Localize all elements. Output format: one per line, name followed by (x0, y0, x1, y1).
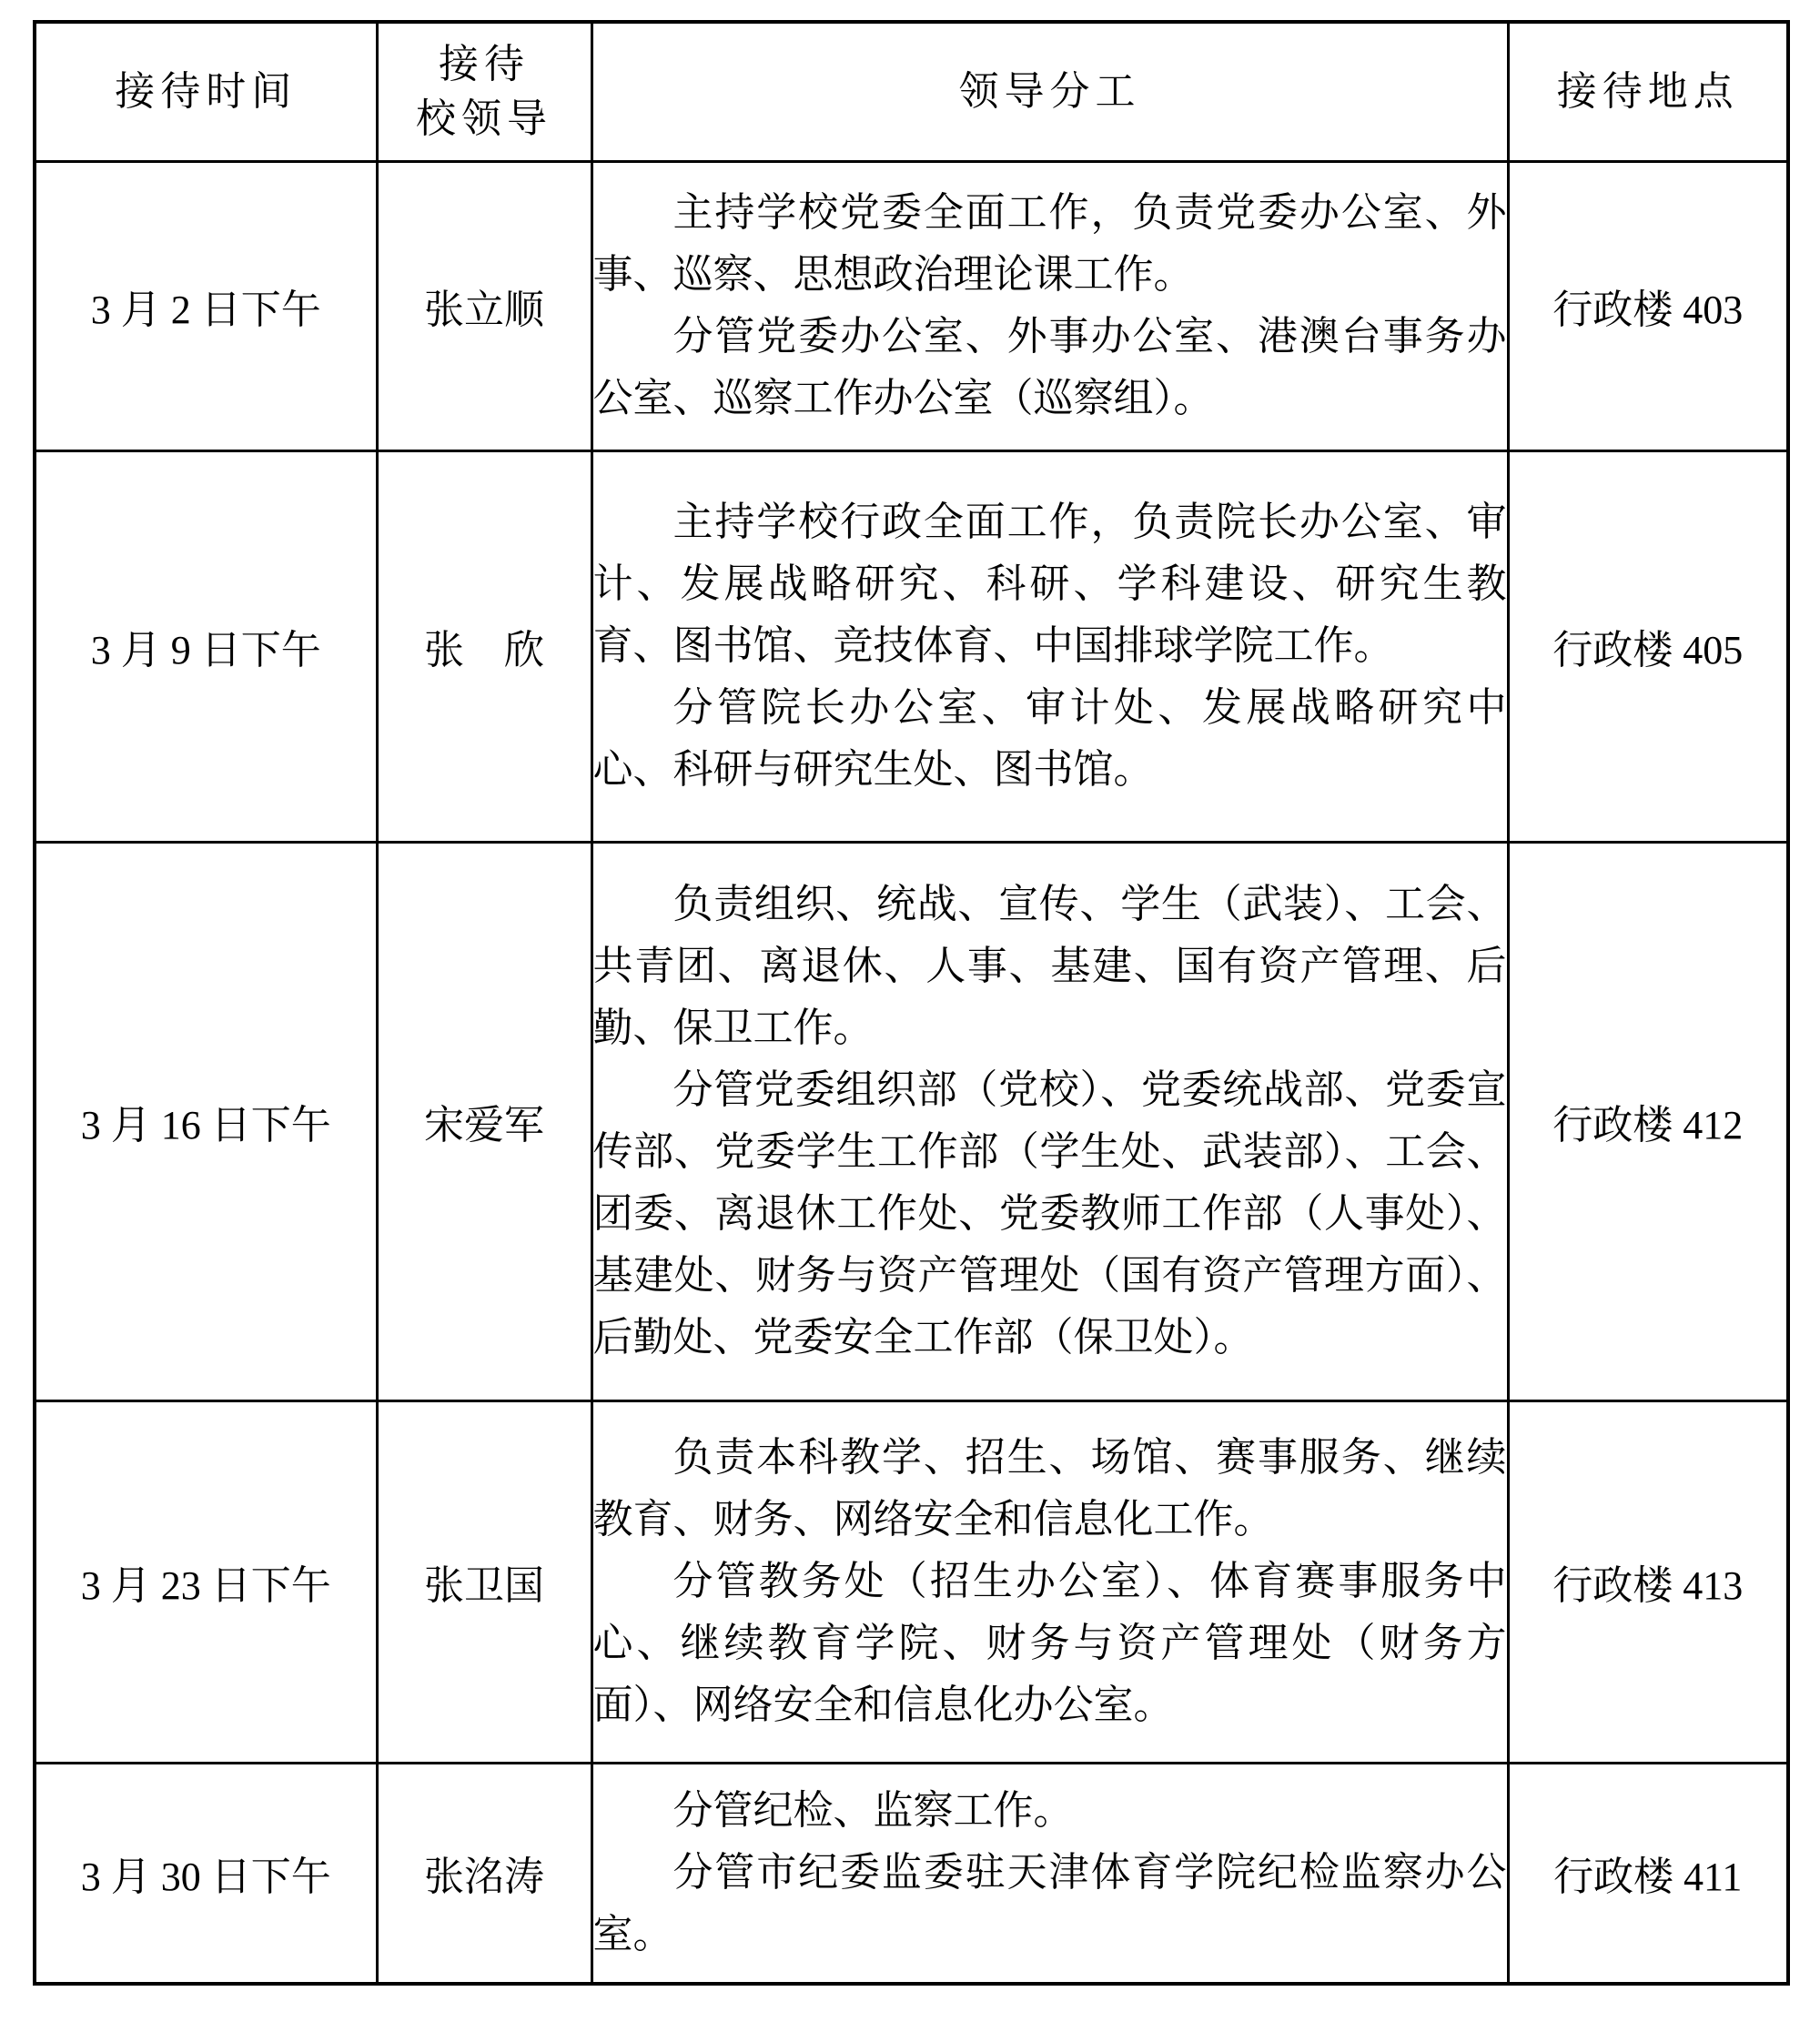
duty-paragraph-1: 负责组织、统战、宣传、学生（武装）、工会、共青团、离退休、人事、基建、国有资产管理、后勤、保卫工作。 (592, 882, 1507, 1050)
header-cell-time (35, 22, 377, 161)
table-row (35, 1763, 1788, 1984)
reception-schedule-table (33, 20, 1790, 1986)
duty-paragraph-1: 分管纪检、监察工作。 (672, 1788, 1074, 1834)
location-cell: 行政楼 412 (1508, 842, 1788, 1400)
header-time-label: 接待时间 (115, 68, 298, 114)
header-cell-duty (592, 22, 1508, 161)
header-cell-location (1508, 22, 1788, 161)
time-cell: 3 月 9 日下午 (35, 450, 377, 842)
header-cell-leader (377, 22, 592, 161)
duty-cell (592, 1400, 1508, 1763)
duty-paragraph-2: 分管市纪委监委驻天津体育学院纪检监察办公室。 (592, 1850, 1507, 1957)
table-row (35, 842, 1788, 1400)
header-leader-label-line2: 校领导 (416, 96, 552, 141)
leader-cell: 张立顺 (377, 161, 592, 450)
header-location-label: 接待地点 (1556, 68, 1739, 114)
table-row (35, 1400, 1788, 1763)
table-row (35, 161, 1788, 450)
leader-cell: 张 欣 (377, 450, 592, 842)
duty-paragraph-2: 分管党委办公室、外事办公室、港澳台事务办公室、巡察工作办公室（巡察组）。 (592, 314, 1507, 420)
duty-paragraph-2: 分管院长办公室、审计处、发展战略研究中心、科研与研究生处、图书馆。 (592, 685, 1507, 792)
duty-cell (592, 842, 1508, 1400)
duty-paragraph-1: 负责本科教学、招生、场馆、赛事服务、继续教育、财务、网络安全和信息化工作。 (592, 1435, 1507, 1542)
leader-cell: 张洺涛 (377, 1763, 592, 1984)
table-header-row (35, 22, 1788, 161)
duty-cell (592, 450, 1508, 842)
location-cell: 行政楼 411 (1508, 1763, 1788, 1984)
duty-paragraph-1: 主持学校党委全面工作，负责党委办公室、外事、巡察、思想政治理论课工作。 (592, 190, 1507, 297)
duty-paragraph-2: 分管教务处（招生办公室）、体育赛事服务中心、继续教育学院、财务与资产管理处（财务方面）、网络安全和信息化办公室。 (592, 1559, 1507, 1727)
table-row (35, 450, 1788, 842)
duty-paragraph-1: 主持学校行政全面工作，负责院长办公室、审计、发展战略研究、科研、学科建设、研究生教育、图书馆、竞技体育、中国排球学院工作。 (592, 500, 1507, 668)
duty-cell (592, 161, 1508, 450)
location-cell: 行政楼 403 (1508, 161, 1788, 450)
header-leader-label-line1: 接待 (439, 41, 530, 86)
time-cell: 3 月 23 日下午 (35, 1400, 377, 1763)
time-cell: 3 月 2 日下午 (35, 161, 377, 450)
leader-cell: 张卫国 (377, 1400, 592, 1763)
location-cell: 行政楼 405 (1508, 450, 1788, 842)
header-duty-label: 领导分工 (958, 68, 1141, 114)
time-cell: 3 月 16 日下午 (35, 842, 377, 1400)
leader-cell: 宋爱军 (377, 842, 592, 1400)
time-cell: 3 月 30 日下午 (35, 1763, 377, 1984)
duty-paragraph-2: 分管党委组织部（党校）、党委统战部、党委宣传部、党委学生工作部（学生处、武装部）、工会、团委、离退休工作处、党委教师工作部（人事处）、基建处、财务与资产管理处（国有资产管理方面）、后勤处、党委安全工作部（保卫处）。 (592, 1067, 1507, 1360)
location-cell: 行政楼 413 (1508, 1400, 1788, 1763)
duty-cell (592, 1763, 1508, 1984)
